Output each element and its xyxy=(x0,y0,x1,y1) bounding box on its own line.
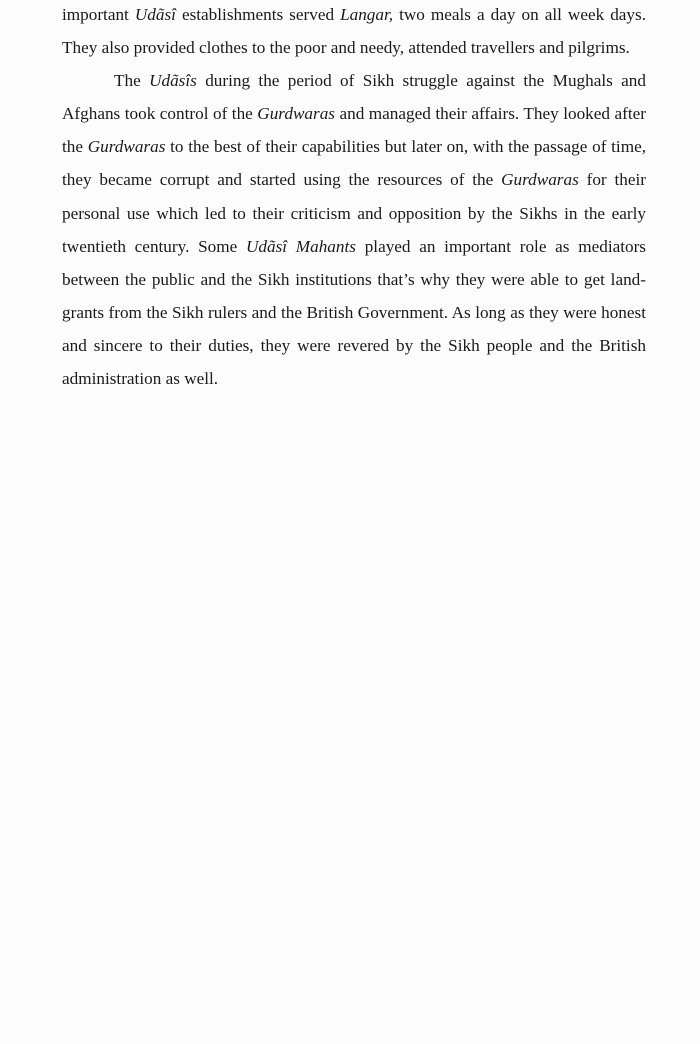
text-run: important xyxy=(62,5,135,24)
text-run: establishments served xyxy=(175,5,341,24)
italic-term-gurdwaras: Gurdwaras xyxy=(257,104,335,124)
italic-term-langar: Langar, xyxy=(340,5,394,24)
text-run: during the period of Sikh struggle against the Mughals and Afghans took control of the xyxy=(62,71,646,124)
text-run: and managed their affairs. They looked after the xyxy=(62,104,646,157)
text-run: The xyxy=(114,71,150,91)
paragraph-continued xyxy=(62,0,646,64)
text-run: played an important role as mediators between the public and the Sikh institutions that’s why they were able to get land-grants from the Sikh rulers and the British Government. As long as they were honest and sincere to their duties, they were revered by the Sikh people and the British administration as well. xyxy=(62,236,646,389)
italic-term-udasi: Udãsî xyxy=(134,5,176,24)
text-run: for their personal use which led to their criticism and opposition by the Sikhs in the early twentieth century. Some xyxy=(62,170,646,256)
italic-term-gurdwaras: Gurdwaras xyxy=(87,137,166,157)
italic-term-udasi-mahants: Udãsî Mahants xyxy=(246,236,356,256)
text-run: to the best of their capabilities but later on, with the passage of time, they became corrupt and started using the resources of the xyxy=(62,137,646,190)
italic-term-gurdwaras: Gurdwaras xyxy=(501,170,579,190)
paragraph-udasis-gurdwaras xyxy=(62,64,646,395)
document-page xyxy=(62,0,646,395)
italic-term-udasis: Udãsîs xyxy=(149,71,197,91)
text-run: two meals a day on all week days. They also provided clothes to the poor and needy, attended travellers and pilgrims. xyxy=(62,5,646,58)
